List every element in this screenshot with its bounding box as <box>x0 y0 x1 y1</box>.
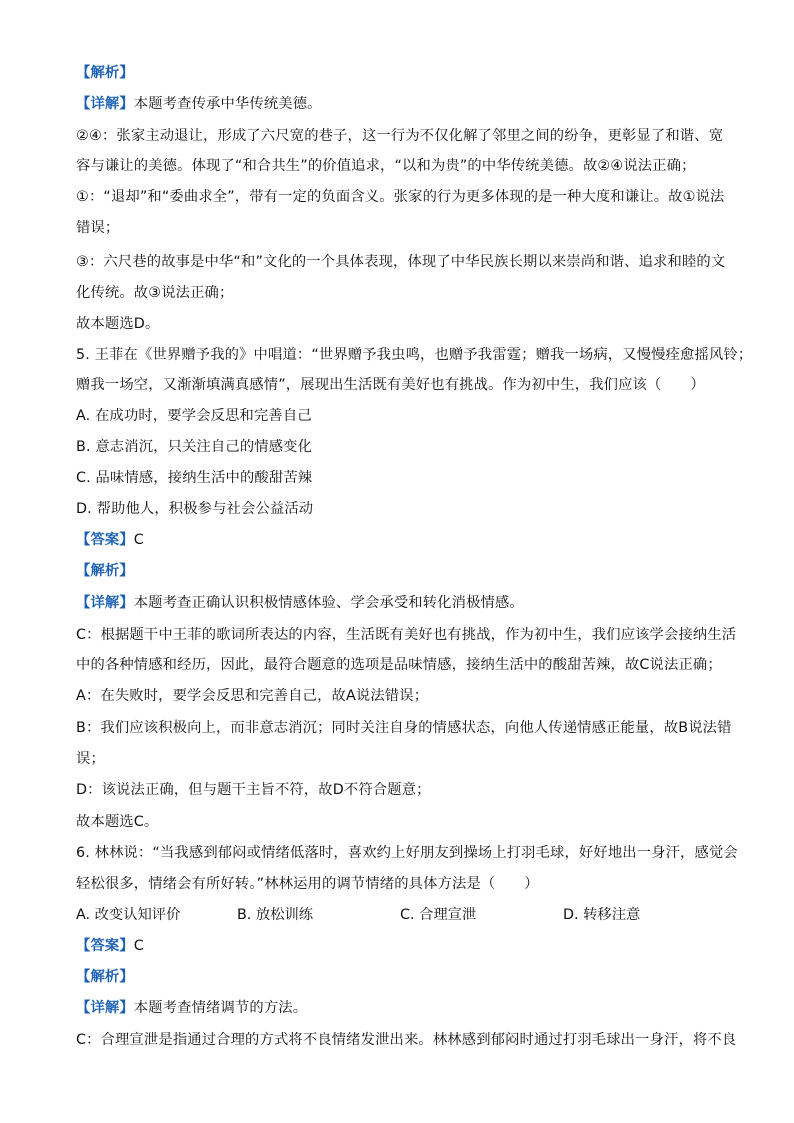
answer-line <box>76 531 144 549</box>
paragraph-line: ①：“退却”和“委曲求全”，带有一定的负面含义。张家的行为更多体现的是一种大度和谦让。故①说法 <box>76 189 725 205</box>
question-5-option-d: D. 帮助他人，积极参与社会公益活动 <box>76 501 314 517</box>
detail-label: 【详解】 <box>76 595 134 611</box>
detail-text: 本题考查情绪调节的方法。 <box>133 1000 308 1016</box>
question-5-option-c: C. 品味情感，接纳生活中的酸甜苦辣 <box>76 470 313 486</box>
detail-line <box>76 999 307 1017</box>
question-6-stem: 轻松很多，情绪会有所好转。”林林运用的调节情绪的具体方法是（ ） <box>76 876 539 892</box>
paragraph-line: C：根据题干中王菲的歌词所表达的内容，生活既有美好也有挑战，作为初中生，我们应该学会接纳生活 <box>76 627 737 643</box>
question-6-option-a: A. 改变认知评价 <box>76 907 181 923</box>
detail-line <box>76 594 524 612</box>
question-6-option-d: D. 转移注意 <box>563 907 641 923</box>
answer-value: C <box>133 938 144 954</box>
answer-value: C <box>133 532 144 548</box>
question-5-stem: 5. 王菲在《世界赠予我的》中唱道：“世界赠予我虫鸣，也赠予我雷霆；赠我一场病，又慢慢痊愈摇风铃； <box>76 347 753 363</box>
conclusion-line: 故本题选C。 <box>76 814 159 830</box>
question-6-option-c: C. 合理宣泄 <box>400 907 477 923</box>
question-6-stem: 6. 林林说：“当我感到郁闷或情绪低落时，喜欢约上好朋友到操场上打羽毛球，好好地出一身汗，感觉会 <box>76 845 738 861</box>
question-5-option-a: A. 在成功时，要学会反思和完善自己 <box>76 408 312 424</box>
question-5-stem: 赠我一场空，又渐渐填满真感情”，展现出生活既有美好也有挑战。作为初中生，我们应该（ ） <box>76 377 705 393</box>
detail-text: 本题考查正确认识积极情感体验、学会承受和转化消极情感。 <box>133 595 524 611</box>
answer-label: 【答案】 <box>76 938 134 954</box>
paragraph-line: B：我们应该积极向上，而非意志消沉；同时关注自身的情感状态，向他人传递情感正能量，故B说法错 <box>76 720 732 736</box>
detail-label: 【详解】 <box>76 96 134 112</box>
detail-text: 本题考查传承中华传统美德。 <box>133 96 322 112</box>
detail-label: 【详解】 <box>76 1000 134 1016</box>
question-6-option-b: B. 放松训练 <box>237 907 314 923</box>
paragraph-line: ②④：张家主动退让，形成了六尺宽的巷子，这一行为不仅化解了邻里之间的纷争，更彰显了和谐、宽 <box>76 128 724 144</box>
paragraph-line: 误； <box>76 751 105 767</box>
analysis-label: 【解析】 <box>76 563 134 579</box>
paragraph-line: C：合理宣泄是指通过合理的方式将不良情绪发泄出来。林林感到郁闷时通过打羽毛球出一身汗，将不良 <box>76 1032 737 1048</box>
detail-line <box>76 95 322 113</box>
conclusion-line: 故本题选D。 <box>76 316 160 332</box>
question-5-option-b: B. 意志消沉，只关注自己的情感变化 <box>76 439 313 455</box>
paragraph-line: D：该说法正确，但与题干主旨不符，故D不符合题意； <box>76 782 431 798</box>
paragraph-line: ③：六尺巷的故事是中华“和”文化的一个具体表现，体现了中华民族长期以来崇尚和谐、追求和睦的文 <box>76 254 726 270</box>
paragraph-line: 化传统。故③说法正确； <box>76 285 234 301</box>
paragraph-line: 中的各种情感和经历，因此，最符合题意的选项是品味情感，接纳生活中的酸甜苦辣，故C说法正确； <box>76 657 722 673</box>
analysis-label: 【解析】 <box>76 65 134 81</box>
answer-line <box>76 937 144 955</box>
paragraph-line: 错误； <box>76 220 120 236</box>
paragraph-line: A：在失败时，要学会反思和完善自己，故A说法错误； <box>76 688 429 704</box>
paragraph-line: 容与谦让的美德。体现了“和合共生”的价值追求，“以和为贵”的中华传统美德。故②④说法正确； <box>76 158 696 174</box>
answer-label: 【答案】 <box>76 532 134 548</box>
analysis-label: 【解析】 <box>76 969 134 985</box>
